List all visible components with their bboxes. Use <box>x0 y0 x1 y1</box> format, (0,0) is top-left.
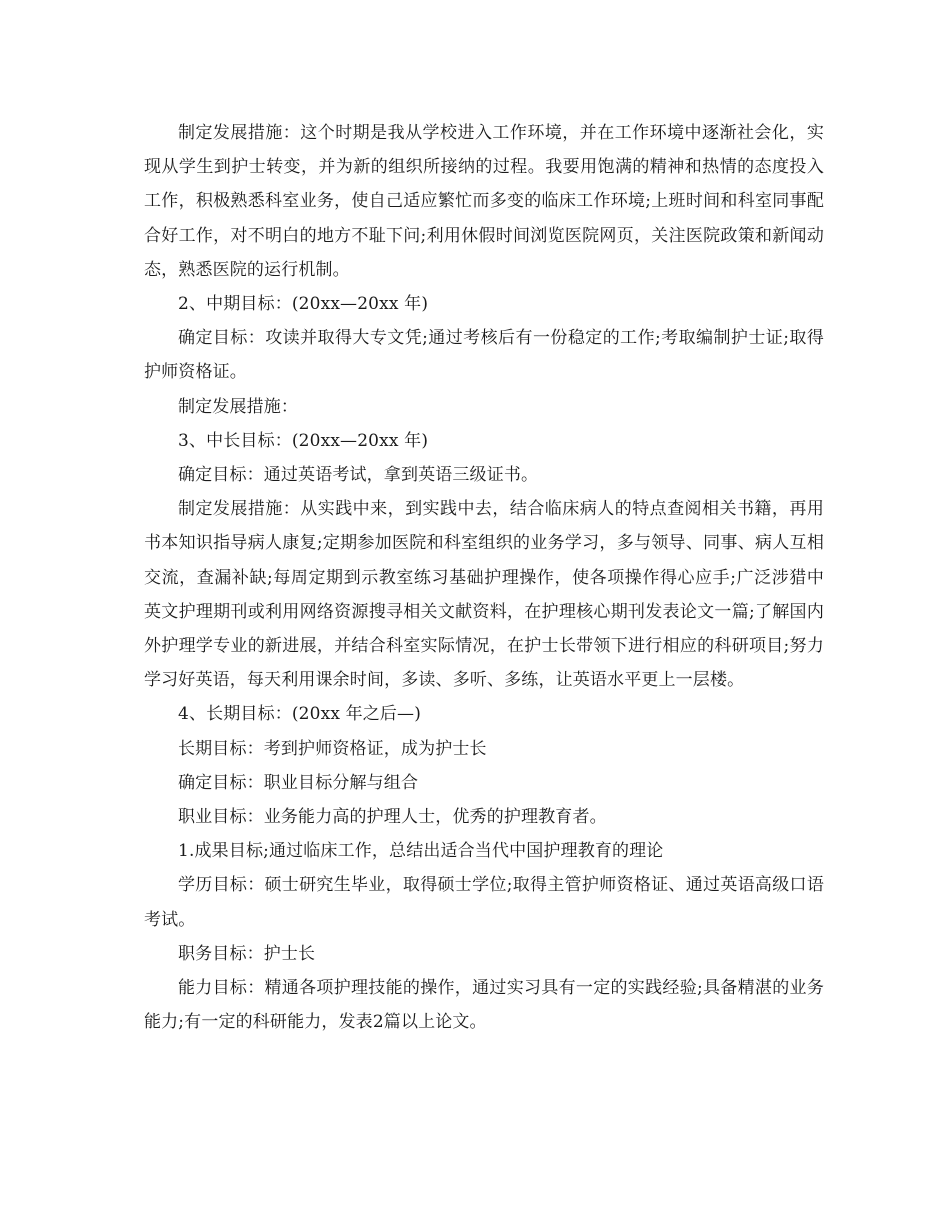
heading-mid-term-goal: 2、中期目标：(20xx—20xx 年) <box>178 294 429 315</box>
paragraph-development-measures-2: 制定发展措施： <box>178 396 299 417</box>
document-body <box>144 116 824 1039</box>
paragraph-long-term-goal: 长期目标：考到护师资格证，成为护士长 <box>178 738 487 759</box>
paragraph-ability-goal: 能力目标：精通各项护理技能的操作，通过实习具有一定的实践经验;具备精湛的业务能力;有一定的科研能力，发表2篇以上论文。 <box>144 978 824 1033</box>
paragraph-long-term-target: 确定目标：职业目标分解与组合 <box>178 772 419 793</box>
paragraph-education-goal: 学历目标：硕士研究生毕业，取得硕士学位;取得主管护师资格证、通过英语高级口语考试。 <box>144 875 824 930</box>
heading-long-term-goal: 4、长期目标：(20xx 年之后—) <box>178 704 421 725</box>
paragraph-mid-long-term-target: 确定目标：通过英语考试，拿到英语三级证书。 <box>178 465 539 486</box>
paragraph-achievement-goal: 1.成果目标;通过临床工作，总结出适合当代中国护理教育的理论 <box>178 841 664 862</box>
paragraph-development-measures-1: 制定发展措施：这个时期是我从学校进入工作环境，并在工作环境中逐渐社会化，实现从学生到护士转变，并为新的组织所接纳的过程。我要用饱满的精神和热情的态度投入工作，积极熟悉科室业务，使自己适应繁忙而多变的临床工作环境;上班时间和科室同事配合好工作，对不明白的地方不耻下问;利用休假时间浏览医院网页，关注医院政策和新闻动态，熟悉医院的运行机制。 <box>144 123 824 280</box>
paragraph-mid-term-target: 确定目标：攻读并取得大专文凭;通过考核后有一份稳定的工作;考取编制护士证;取得护师资格证。 <box>144 328 824 383</box>
paragraph-career-goal: 职业目标：业务能力高的护理人士，优秀的护理教育者。 <box>178 807 607 828</box>
heading-mid-long-term-goal: 3、中长目标：(20xx—20xx 年) <box>178 430 429 451</box>
paragraph-position-goal: 职务目标：护士长 <box>178 943 316 964</box>
paragraph-development-measures-3: 制定发展措施：从实践中来，到实践中去，结合临床病人的特点查阅相关书籍，再用书本知识指导病人康复;定期参加医院和科室组织的业务学习，多与领导、同事、病人互相交流，查漏补缺;每周定期到示教室练习基础护理操作，使各项操作得心应手;广泛涉猎中英文护理期刊或利用网络资源搜寻相关文献资料，在护理核心期刊发表论文一篇;了解国内外护理学专业的新进展，并结合科室实际情况，在护士长带领下进行相应的科研项目;努力学习好英语，每天利用课余时间，多读、多听、多练，让英语水平更上一层楼。 <box>144 499 824 691</box>
